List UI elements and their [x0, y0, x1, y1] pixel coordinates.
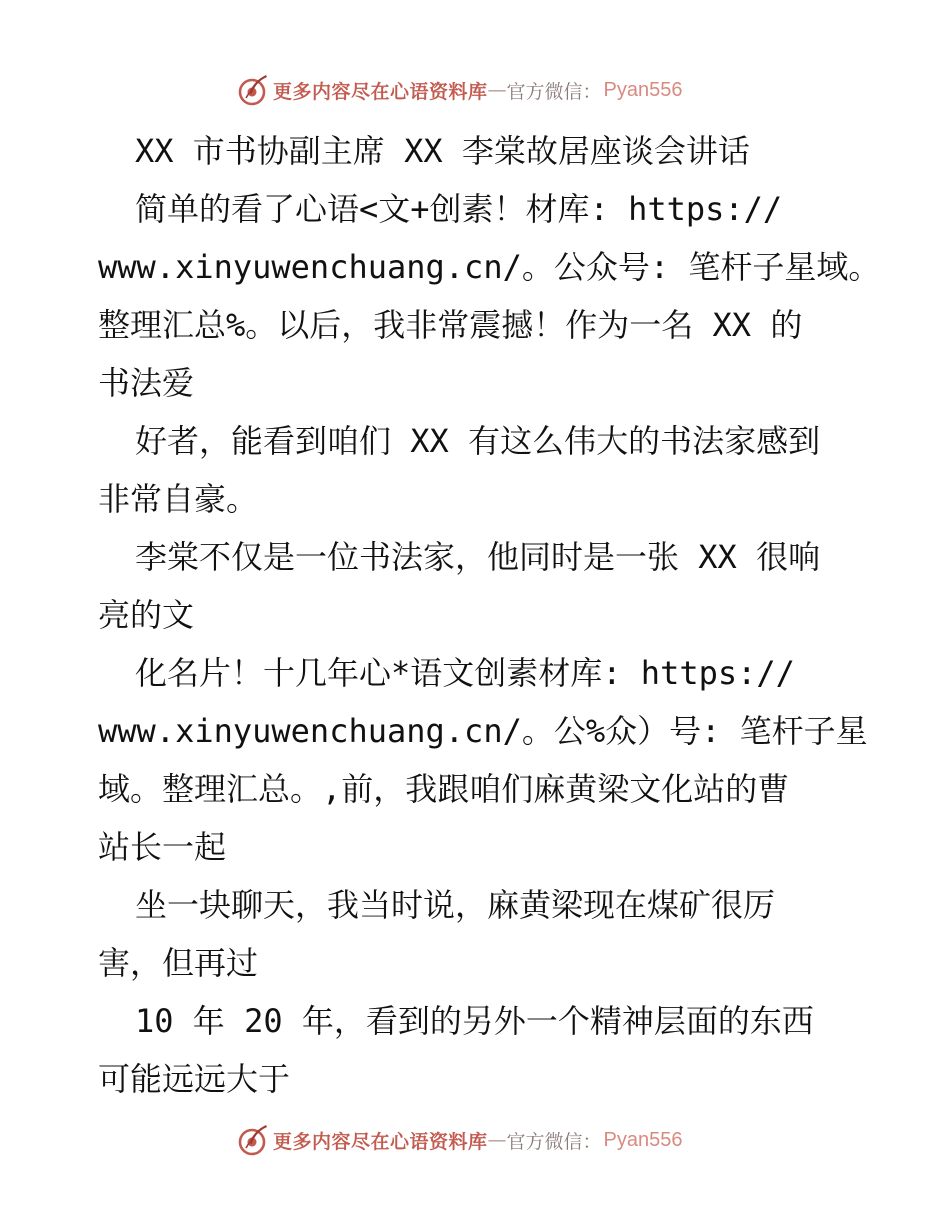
text-line: 化名片！十几年心*语文创素材库: https:// — [135, 654, 795, 692]
text-line: 站长一起 — [98, 828, 227, 866]
text-line: 简单的看了心语<文+创素！材库: https:// — [135, 190, 783, 228]
banner-dash: — — [487, 79, 507, 101]
text-line: 坐一块聊天，我当时说，麻黄梁现在煤矿很厉 — [135, 886, 776, 924]
banner-wechat-id: Pyan556 — [603, 78, 683, 101]
text-line: www.xinyuwenchuang.cn/。公众号: 笔杆子星域。 — [98, 248, 881, 286]
header-banner — [236, 72, 683, 108]
banner-wechat-label: 官方微信： — [506, 1130, 602, 1153]
document-title: XX 市书协副主席 XX 李棠故居座谈会讲话 — [135, 132, 750, 170]
text-line: 可能远远大于 — [98, 1060, 291, 1098]
banner-main-text: 更多内容尽在心语资料库 — [273, 80, 488, 103]
text-line: 害，但再过 — [98, 944, 259, 982]
text-line: 李棠不仅是一位书法家，他同时是一张 XX 很响 — [135, 538, 821, 576]
document-body — [98, 122, 881, 1108]
text-line: 整理汇总%。以后，我非常震撼！作为一名 XX 的 — [98, 306, 803, 344]
text-line: www.xinyuwenchuang.cn/。公%众）号: 笔杆子星 — [98, 712, 868, 750]
banner-dash: — — [487, 1129, 507, 1151]
banner-main-text: 更多内容尽在心语资料库 — [273, 1130, 488, 1153]
text-line: 好者，能看到咱们 XX 有这么伟大的书法家感到 — [135, 422, 821, 460]
text-line: 10 年 20 年，看到的另外一个精神层面的东西 — [135, 1002, 814, 1040]
footer-banner — [236, 1122, 683, 1158]
text-line: 域。整理汇总。,前，我跟咱们麻黄梁文化站的曹 — [98, 770, 790, 808]
text-line: 亮的文 — [98, 596, 195, 634]
banner-wechat-label: 官方微信： — [506, 80, 602, 103]
banner-wechat-id: Pyan556 — [603, 1128, 683, 1151]
text-line: 书法爱 — [98, 364, 195, 402]
text-line: 非常自豪。 — [98, 480, 259, 518]
quill-pen-logo-icon — [236, 1123, 270, 1157]
quill-pen-logo-icon — [236, 73, 270, 107]
